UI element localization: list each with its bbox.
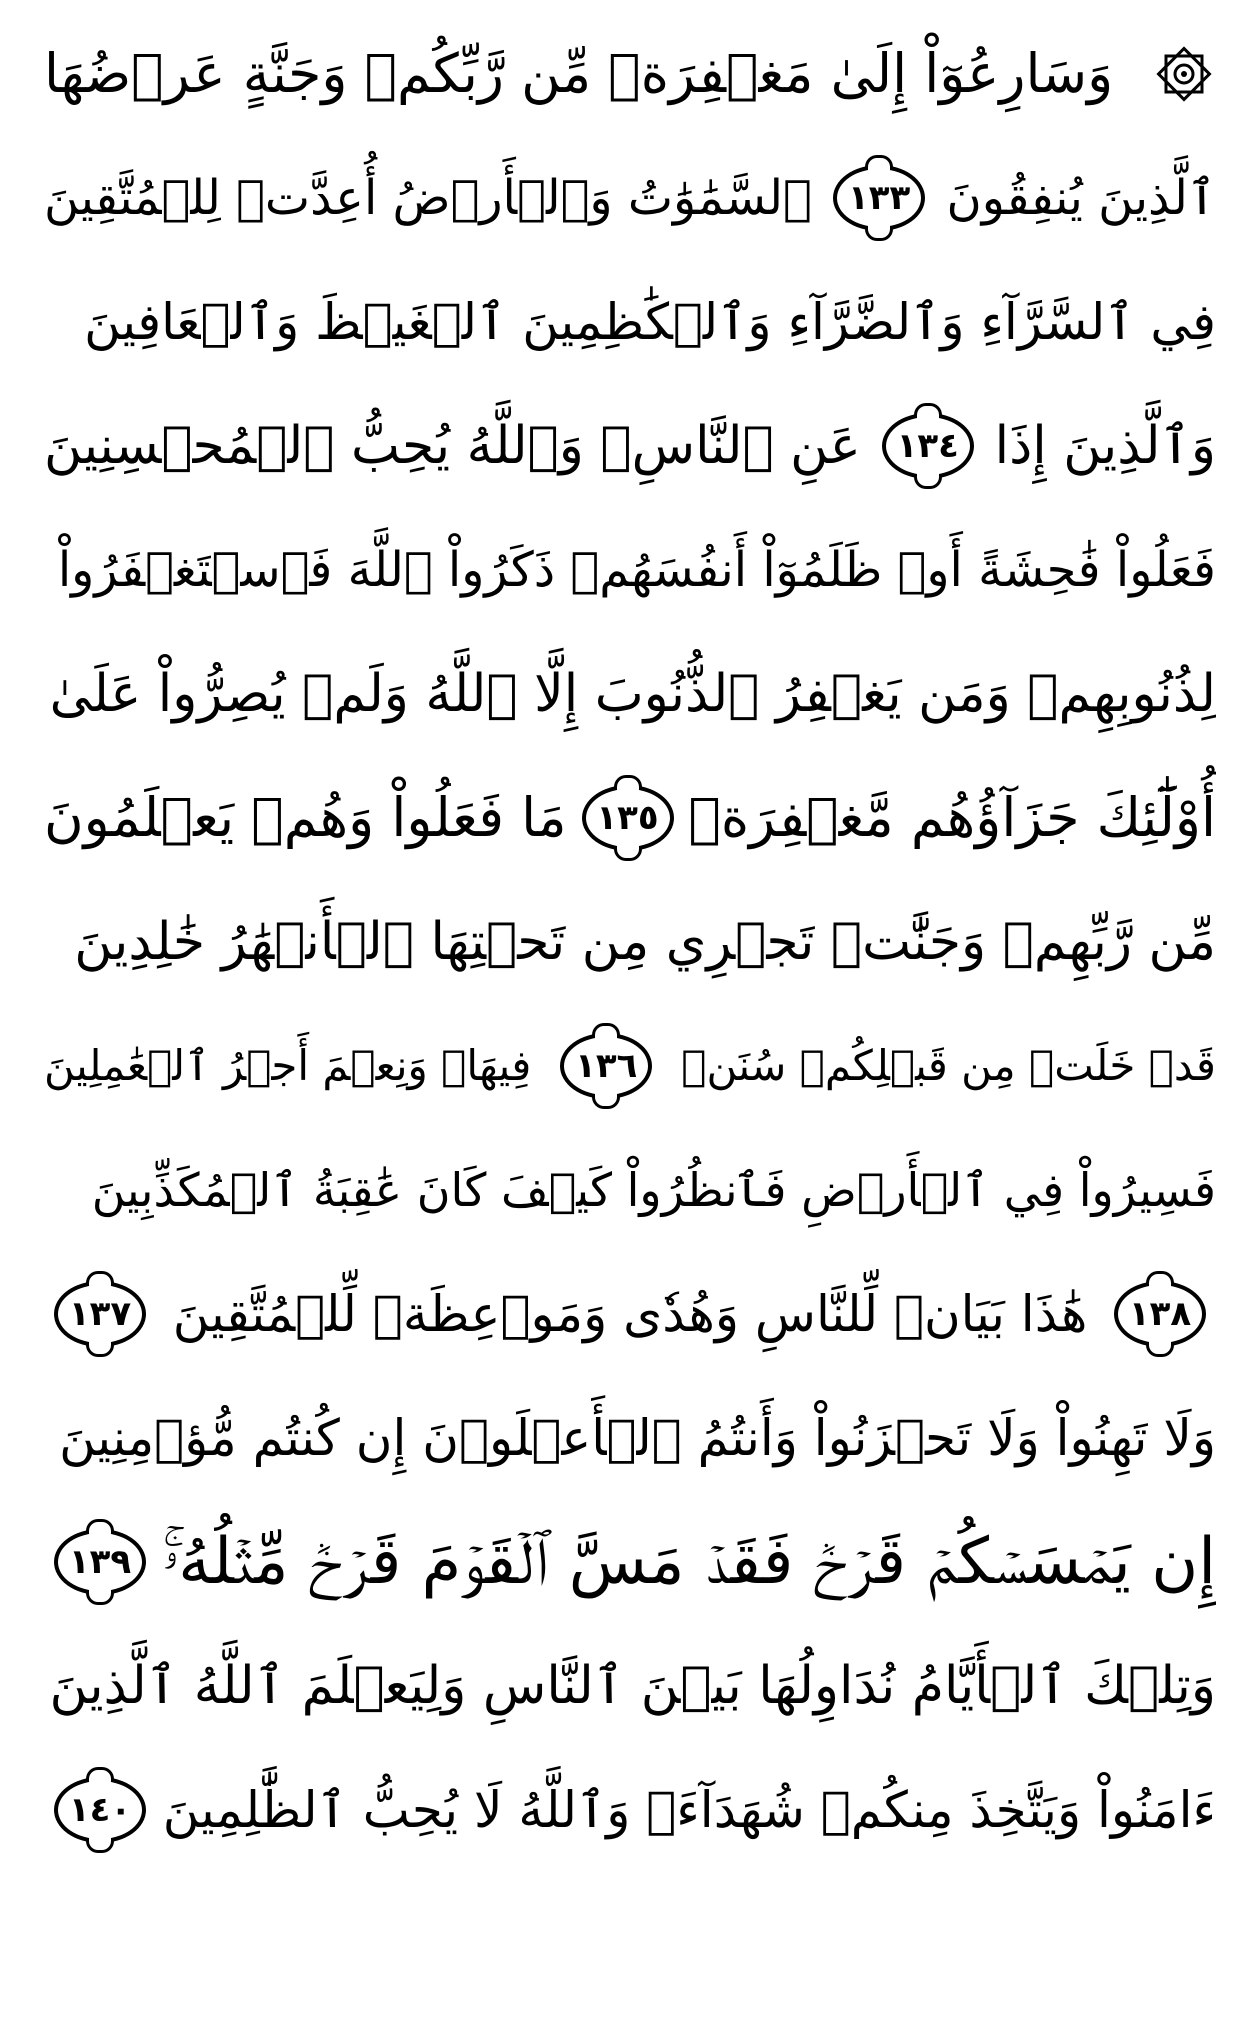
text-line [44, 756, 1216, 880]
text-line [44, 136, 1216, 260]
verse-number-marker: ١٣٤ [882, 413, 974, 479]
verse-text: إِن يَمۡسَسۡكُمۡ قَرۡحٞ فَقَدۡ مَسَّ ٱلۡقَوۡمَ قَرۡحٞ مِّثۡلُهُۥۚ [162, 1525, 1216, 1599]
verse-text: فَسِيرُواْ فِي ٱلۡأَرۡضِ فَٱنظُرُواْ كَيۡفَ كَانَ عَٰقِبَةُ ٱلۡمُكَذِّبِينَ [91, 1163, 1216, 1217]
verse-text: فِي ٱلسَّرَّآءِ وَٱلضَّرَّآءِ وَٱلۡكَٰظِمِينَ ٱلۡغَيۡظَ وَٱلۡعَافِينَ [84, 293, 1216, 351]
text-line [44, 1128, 1216, 1252]
verse-text: وَسَارِعُوٓاْ إِلَىٰ مَغۡفِرَةٖ مِّن رَّبِّكُمۡ وَجَنَّةٍ عَرۡضُهَا [44, 42, 1114, 105]
text-line [44, 880, 1216, 1004]
verse-text: ٱلسَّمَٰوَٰتُ وَٱلۡأَرۡضُ أُعِدَّتۡ لِلۡمُتَّقِينَ [44, 170, 812, 226]
verse-text: قَدۡ خَلَتۡ مِن قَبۡلِكُمۡ سُنَنٞ [681, 1041, 1216, 1090]
verse-number-marker: ١٣٦ [560, 1033, 652, 1099]
text-line [44, 1376, 1216, 1500]
verse-text: وَتِلۡكَ ٱلۡأَيَّامُ نُدَاوِلُهَا بَيۡنَ ٱلنَّاسِ وَلِيَعۡلَمَ ٱللَّهُ ٱلَّذِينَ [49, 1656, 1216, 1716]
verse-text: مِّن رَّبِّهِمۡ وَجَنَّٰتٞ تَجۡرِي مِن تَحۡتِهَا ٱلۡأَنۡهَٰرُ خَٰلِدِينَ [74, 912, 1216, 972]
verse-number-marker: ١٣٨ [1114, 1281, 1206, 1347]
verse-text: ءَامَنُواْ وَيَتَّخِذَ مِنكُمۡ شُهَدَآءَۗ وَٱللَّهُ لَا يُحِبُّ ٱلظَّٰلِمِينَ [162, 1781, 1216, 1839]
text-line [44, 1748, 1216, 1872]
verse-number-marker: ١٣٧ [54, 1281, 146, 1347]
verse-number-marker: ١٣٣ [833, 165, 925, 231]
text-line [44, 632, 1216, 756]
verse-text: لِذُنُوبِهِمۡ وَمَن يَغۡفِرُ ٱلذُّنُوبَ إِلَّا ٱللَّهُ وَلَمۡ يُصِرُّواْ عَلَىٰ [49, 664, 1216, 724]
text-line [44, 508, 1216, 632]
text-line [44, 1004, 1216, 1128]
verse-text: عَنِ ٱلنَّاسِۗ وَٱللَّهُ يُحِبُّ ٱلۡمُحۡسِنِينَ [44, 416, 861, 476]
verse-text: وَلَا تَهِنُواْ وَلَا تَحۡزَنُواْ وَأَنتُمُ ٱلۡأَعۡلَوۡنَ إِن كُنتُم مُّؤۡمِنِينَ [59, 1409, 1216, 1467]
verse-number-marker: ١٣٩ [54, 1529, 146, 1595]
verse-text: فَعَلُواْ فَٰحِشَةً أَوۡ ظَلَمُوٓاْ أَنفُسَهُمۡ ذَكَرُواْ ٱللَّهَ فَٱسۡتَغۡفَرُواْ [57, 542, 1216, 598]
verse-number-marker: ١٣٥ [582, 785, 674, 851]
verse-text: وَٱلَّذِينَ إِذَا [994, 416, 1216, 476]
verse-number-marker: ١٤٠ [54, 1777, 146, 1843]
text-line [44, 12, 1216, 136]
text-line [44, 1252, 1216, 1376]
verse-text: ٱلَّذِينَ يُنفِقُونَ [946, 170, 1216, 226]
verse-text: مَا فَعَلُواْ وَهُمۡ يَعۡلَمُونَ [44, 786, 567, 849]
text-line [44, 260, 1216, 384]
rub-el-hizb-icon [1152, 42, 1216, 106]
verse-text: هَٰذَا بَيَانٞ لِّلنَّاسِ وَهُدٗى وَمَوۡعِظَةٞ لِّلۡمُتَّقِينَ [172, 1285, 1088, 1343]
verse-text: أُوْلَٰٓئِكَ جَزَآؤُهُم مَّغۡفِرَةٞ [688, 786, 1216, 849]
text-line [44, 1500, 1216, 1624]
text-line [44, 384, 1216, 508]
verse-text: فِيهَاۚ وَنِعۡمَ أَجۡرُ ٱلۡعَٰمِلِينَ [44, 1041, 532, 1090]
text-line [44, 1624, 1216, 1748]
